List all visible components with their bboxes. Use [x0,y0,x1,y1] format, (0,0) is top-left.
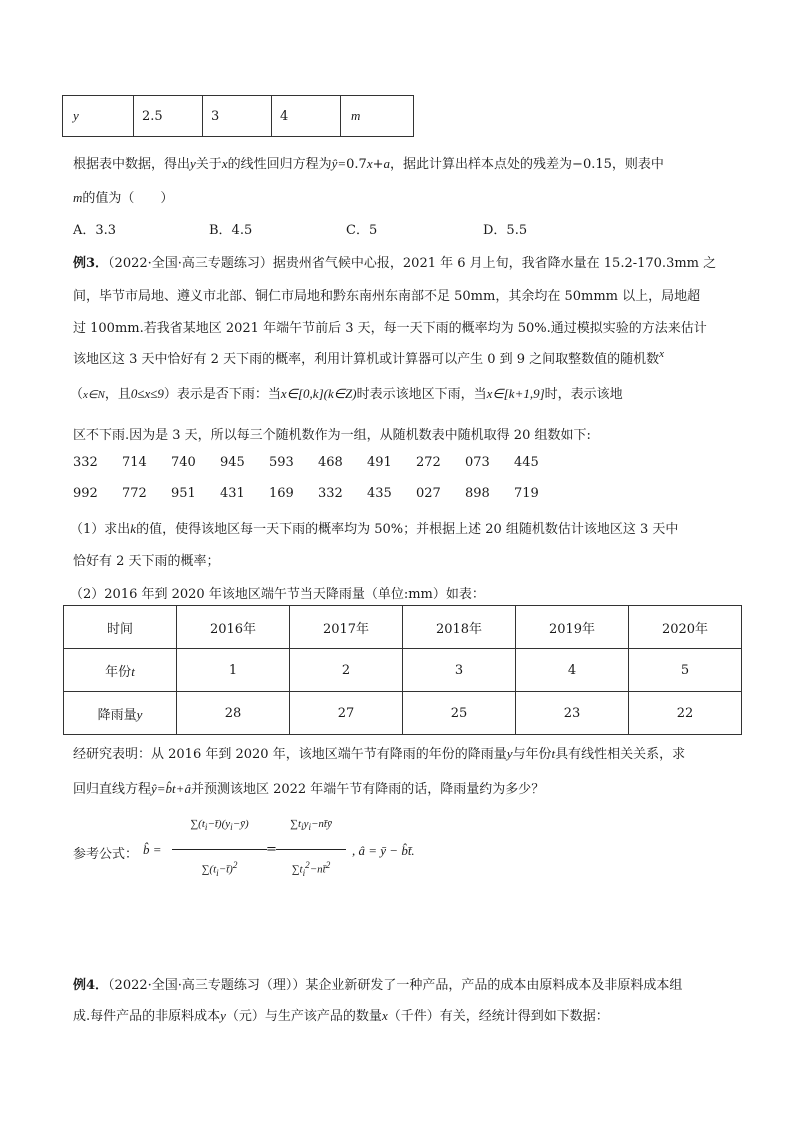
formula-denominator-1: $\sum(t_i-t̄)^2$ [201,860,238,878]
table-cell: 27 [290,692,403,735]
ex3-q1-line-1 [70,518,678,537]
var-y: y [506,746,513,761]
table-row [64,692,742,735]
table-row-label [64,649,177,692]
formula-numerator-2: $\sum t_iy_i-nt̄ȳ$ [290,818,332,833]
math-x-in-N: x∈N [83,389,105,401]
ex3-line-2: 间，毕节市局地、遵义市北部、铜仁市局地和黔东南州东南部不足 50mm，其余均在 50mmm 以上，局地超 [73,289,701,304]
random-number: 073 [465,455,490,470]
random-number: 772 [122,486,147,501]
table-cell: 2.5 [134,96,203,137]
question-line-1: 根据表中数据，得出y关于x的线性回归方程为ŷ=0.7x+a，据此计算出样本点处的残差为−0.15，则表中 [73,156,664,172]
table-row [64,606,742,649]
formula-a-hat: , â = ȳ − b̂t̄. [352,843,415,858]
ex4-line-2 [73,1005,609,1024]
random-number: 740 [171,455,196,470]
var-t: t [551,746,556,761]
table-header-cell: 2019年 [516,606,629,649]
table-cell: 28 [177,692,290,735]
table-header-cell: 2020年 [629,606,742,649]
ex4-line-1 [73,974,682,993]
var-a: a [383,156,391,171]
var-x: x [659,348,665,360]
text-part: −0.15，则表中 [572,157,664,172]
text-part: （2022·全国·高三专题练习）据贵州省气候中心报，2021 年 6 月上旬，我省降水量在 15.2-170.3mm 之 [108,256,717,271]
table-cell: 2 [290,649,403,692]
text-part: 该地区这 3 天中恰好有 2 天下雨的概率，利用计算机或计算器可以产生 0 到 9 之间取整数值的随机数 [73,352,660,367]
fraction-bar [172,849,267,850]
random-number: 951 [171,486,196,501]
random-number: 719 [514,486,539,501]
text-part: 的值为（ ） [82,191,174,206]
random-number-row-2 [73,486,563,501]
formula-numerator-1: $\sum(t_i-t̄)(y_i-ȳ)$ [190,818,249,833]
table-header-cell: 2018年 [403,606,516,649]
var-y: y [190,156,196,171]
text-part: 并预测该地区 2022 年端午节有降雨的话，降雨量约为多少？ [190,782,545,797]
text-part: 关于 [195,157,222,172]
random-number: 945 [220,455,245,470]
row-label-text: 降雨量 [97,707,137,723]
option-d: D．5.5 [483,223,528,238]
var-y: y [220,1008,226,1023]
option-b: B．4.5 [209,223,253,238]
table-cell: 25 [403,692,516,735]
text-part: 经研究表明：从 2016 年到 2020 年，该地区端午节有降雨的年份的降雨量 [73,747,507,762]
row-label-text: 年份 [105,664,132,680]
random-number: 272 [416,455,441,470]
table-cell: 4 [516,649,629,692]
random-number: 169 [269,486,294,501]
table-cell: 1 [177,649,290,692]
random-number: 898 [465,486,490,501]
table-cell: m [341,96,414,137]
var-y: y [136,706,143,722]
equals-sign: = [266,842,277,857]
random-number: 027 [416,486,441,501]
table-row [63,96,414,137]
rainfall-table [63,605,742,735]
table-cell-label: y [63,96,134,137]
math-interval-2: x∈[k+1,9] [486,386,545,401]
text-part: ，据此计算出样本点处的残差为 [390,157,573,172]
random-number-row-1 [73,455,563,470]
text-part: 成.每件产品的非原料成本 [73,1009,221,1024]
var-x: x [381,1008,388,1023]
text-part: （2022·全国·高三专题练习（理））某企业新研发了一种产品，产品的成本由原料成本及非原料成本组 [108,978,683,993]
text-part: 的线性回归方程为 [227,157,332,172]
formula-label: 参考公式： [73,847,139,862]
random-number: 431 [220,486,245,501]
text-part: （千件）有关，经统计得到如下数据： [387,1009,609,1024]
table-cell: 5 [629,649,742,692]
ex4-label: 例4． [73,978,109,993]
ex3-q1-line-2: 恰好有 2 天下雨的概率； [73,554,220,569]
random-number: 445 [514,455,539,470]
text-part: 时表示该地区下雨，当 [356,387,487,402]
var-m: m [73,190,83,205]
random-number: 491 [367,455,392,470]
fraction-bar [276,849,346,850]
var-k: k [130,521,137,536]
table-header-cell: 2017年 [290,606,403,649]
ex3-line-1 [73,252,716,271]
table-cell: 23 [516,692,629,735]
ex3-q2-line: （2）2016 年到 2020 年该地区端午节当天降雨量（单位:mm）如表： [70,587,485,602]
option-c: C．5 [346,223,378,238]
math-range: 0≤x≤9 [130,386,164,401]
table-header-cell: 时间 [64,606,177,649]
math-interval-1: x∈[0,k](k∈Z) [280,386,357,401]
ex3-line-4 [73,348,664,367]
text-part: 根据表中数据，得出 [73,157,191,172]
ex3-line-5 [70,383,623,402]
text-part: 具有线性相关关系，求 [555,747,686,762]
option-a: A．3.3 [73,223,117,238]
text-part: ）表示是否下雨：当 [163,387,281,402]
ex3-line-6: 区不下雨.因为是 3 天，所以每三个随机数作为一组，从随机数表中随机取得 20 组数如下: [73,428,591,443]
table-row [64,649,742,692]
text-part: 回归直线方程 [73,782,152,797]
var-x: x [366,156,373,171]
ex3-line-3: 过 100mm.若我省某地区 2021 年端午节前后 3 天，每一天下雨的概率均为 50%.通过模拟实验的方法来估计 [73,321,707,336]
var-yhat: ŷ= [331,156,347,171]
text-part: 与年份 [512,747,552,762]
text-part: 的值，使得该地区每一天下雨的概率均为 50%；并根据上述 20 组随机数估计该地区这 3 天中 [136,522,679,537]
random-number: 332 [318,486,343,501]
table-header-cell: 2016年 [177,606,290,649]
text-part: （1）求出 [70,522,131,537]
var-t: t [131,663,135,679]
table-cell: 3 [403,649,516,692]
text-part: 时，表示该地 [544,387,623,402]
table-cell: 22 [629,692,742,735]
table-row-label [64,692,177,735]
ex3-research-line-1 [73,743,685,762]
question-line-2 [73,187,173,206]
text-part: ，且 [104,387,131,402]
formula-b-hat: b̂ = [143,842,162,857]
text-part: 0.7 [346,157,367,172]
formula-denominator-2: $\sum t_i^2-nt̄^2$ [291,860,331,878]
random-number: 593 [269,455,294,470]
ex3-research-line-2 [73,778,544,797]
random-number: 468 [318,455,343,470]
text-part: （元）与生产该产品的数量 [225,1009,382,1024]
var-x: x [221,156,228,171]
text-part: （ [70,387,84,402]
random-number: 992 [73,486,98,501]
random-number: 435 [367,486,392,501]
table-cell: 4 [272,96,341,137]
top-data-table [62,95,414,137]
table-cell: 3 [203,96,272,137]
random-number: 714 [122,455,147,470]
ex3-label: 例3． [73,256,109,271]
random-number: 332 [73,455,98,470]
math-regression-eq: ŷ=b̂t+â [151,781,191,796]
